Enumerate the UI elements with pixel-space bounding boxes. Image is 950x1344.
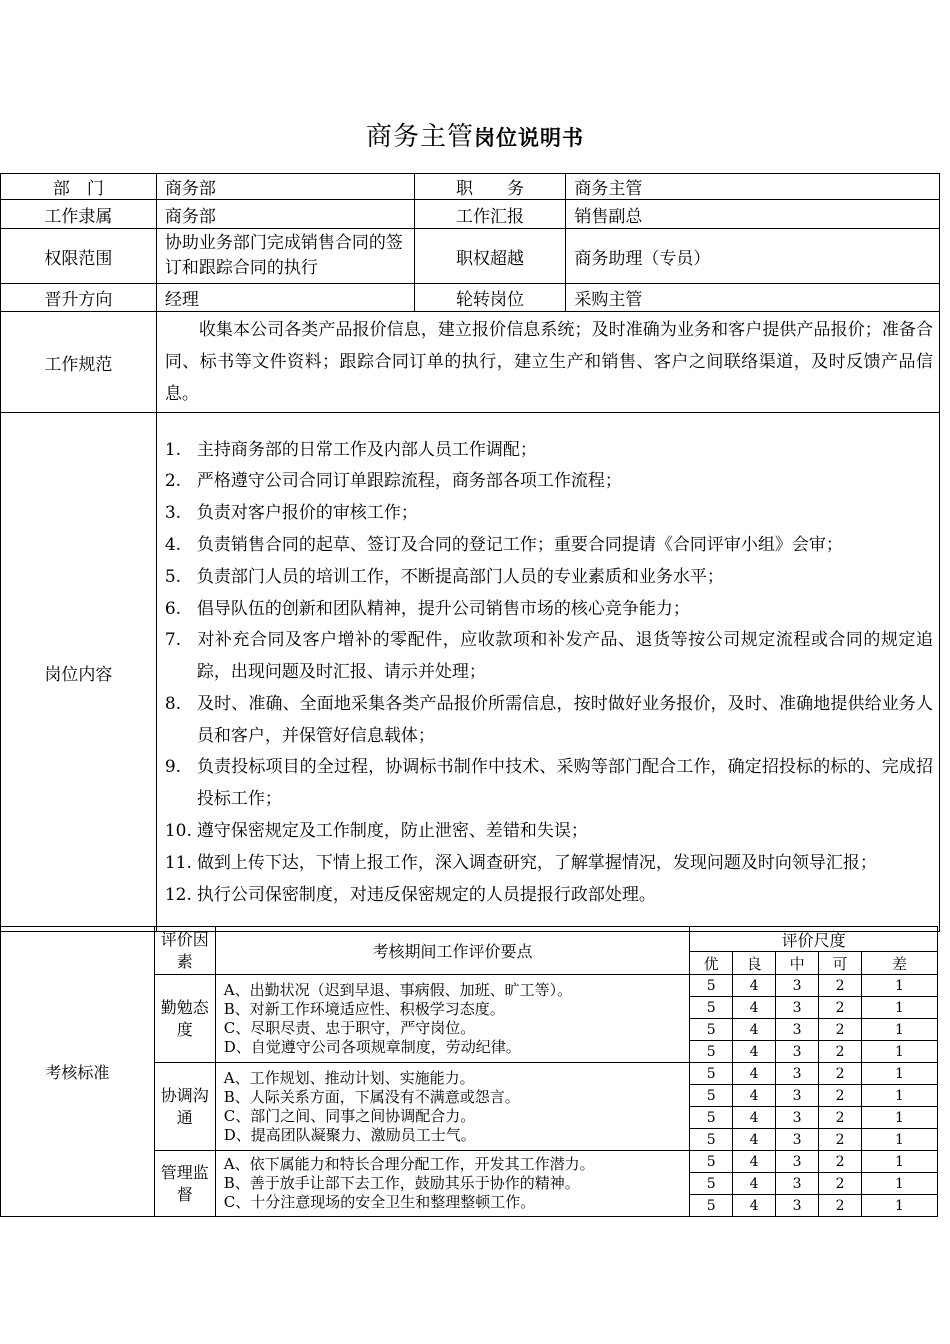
info-value: 采购主管	[566, 284, 940, 312]
duties-cell	[156, 413, 939, 932]
duty-number: 8.	[164, 693, 182, 714]
info-value: 商务部	[156, 200, 414, 229]
duty-item	[165, 466, 933, 498]
score-cell: 1	[862, 1085, 938, 1107]
score-cell: 2	[819, 1151, 862, 1173]
score-cell: 4	[733, 1019, 776, 1041]
score-cell: 4	[733, 997, 776, 1019]
eval-point: C、部门之间、同事之间协调配合力。	[223, 1106, 476, 1125]
score-cell: 3	[776, 1019, 819, 1041]
info-label: 权限范围	[1, 229, 157, 284]
eval-point: C、尽职尽责、忠于职守，严守岗位。	[223, 1018, 476, 1037]
score-cell: 4	[733, 1085, 776, 1107]
duty-item	[165, 816, 933, 848]
eval-points	[215, 1151, 689, 1217]
score-cell: 2	[819, 1063, 862, 1085]
duty-item	[165, 880, 933, 912]
score-cell: 5	[690, 1041, 733, 1063]
duty-number: 3.	[164, 503, 182, 524]
score-cell: 5	[690, 1085, 733, 1107]
score-cell: 5	[690, 975, 733, 997]
info-label: 工作汇报	[414, 200, 566, 229]
duty-text: 负责投标项目的全过程，协调标书制作中技术、采购等部门配合工作，确定招投标的标的、完成招投标工作；	[196, 757, 933, 810]
info-value: 商务主管	[566, 174, 940, 200]
score-cell: 5	[690, 1019, 733, 1041]
score-cell: 5	[690, 1173, 733, 1195]
eval-point: A、工作规划、推动计划、实施能力。	[223, 1068, 475, 1087]
score-cell: 3	[776, 1063, 819, 1085]
info-label: 工作隶属	[1, 200, 157, 229]
score-cell: 4	[733, 1129, 776, 1151]
duty-item	[165, 625, 933, 689]
eval-factor: 协调沟通	[154, 1063, 215, 1151]
score-cell: 4	[733, 1063, 776, 1085]
eval-point: A、依下属能力和特长合理分配工作，开发其工作潜力。	[223, 1155, 595, 1173]
duty-item	[165, 435, 933, 467]
duty-item	[165, 689, 933, 753]
eval-points	[215, 1063, 689, 1151]
duty-number: 12.	[164, 884, 192, 905]
score-cell: 2	[819, 1129, 862, 1151]
info-value: 经理	[156, 284, 414, 312]
points-header: 考核期间工作评价要点	[215, 927, 689, 975]
grade-header: 优	[690, 952, 733, 975]
duty-item	[165, 752, 933, 816]
duty-item	[165, 562, 933, 594]
score-cell: 4	[733, 1195, 776, 1217]
score-cell: 3	[776, 1195, 819, 1217]
title-main: 商务主管	[365, 122, 474, 152]
score-cell: 1	[862, 1019, 938, 1041]
grade-header: 差	[862, 952, 938, 975]
eval-point: D、提高团队凝聚力、激励员工士气。	[223, 1125, 476, 1144]
score-cell: 2	[819, 1107, 862, 1129]
score-cell: 5	[690, 1151, 733, 1173]
info-row	[1, 200, 940, 229]
score-cell: 3	[776, 975, 819, 997]
eval-point: D、自觉遵守公司各项规章制度，劳动纪律。	[223, 1037, 521, 1056]
info-label: 职权超越	[414, 229, 566, 284]
duties-label: 岗位内容	[1, 413, 157, 932]
duties-list	[157, 429, 939, 916]
info-label: 轮转岗位	[414, 284, 566, 312]
info-row	[1, 174, 940, 200]
duty-number: 7.	[164, 630, 182, 651]
score-cell: 3	[776, 1173, 819, 1195]
eval-point: C、十分注意现场的安全卫生和整理整顿工作。	[223, 1193, 536, 1211]
work-norm-row	[1, 312, 940, 413]
factor-header: 评价因素	[154, 927, 215, 975]
grade-header: 可	[819, 952, 862, 975]
duty-number: 2.	[164, 471, 182, 492]
duty-item	[165, 530, 933, 562]
page-title	[0, 116, 950, 153]
duty-item	[165, 848, 933, 880]
score-cell: 3	[776, 1151, 819, 1173]
duty-text: 遵守保密规定及工作制度，防止泄密、差错和失误；	[196, 821, 588, 842]
duty-text: 负责销售合同的起草、签订及合同的登记工作；重要合同提请《合同评审小组》会审；	[196, 534, 843, 555]
grade-header: 良	[733, 952, 776, 975]
duty-number: 6.	[164, 598, 182, 619]
score-cell: 4	[733, 1041, 776, 1063]
scale-header: 评价尺度	[690, 927, 938, 952]
duty-text: 做到上传下达，下情上报工作，深入调查研究，了解掌握情况，发现问题及时向领导汇报；	[196, 852, 877, 873]
eval-factor: 勤勉态度	[154, 975, 215, 1063]
duty-item	[165, 498, 933, 530]
duty-number: 9.	[164, 757, 182, 778]
info-value: 商务助理（专员）	[566, 229, 940, 284]
duty-number: 5.	[164, 566, 182, 587]
score-cell: 5	[690, 1107, 733, 1129]
eval-label: 考核标准	[1, 927, 155, 1217]
score-cell: 2	[819, 1085, 862, 1107]
score-cell: 4	[733, 1107, 776, 1129]
info-value: 协助业务部门完成销售合同的签订和跟踪合同的执行	[156, 229, 414, 284]
eval-point: A、出勤状况（迟到早退、事病假、加班、旷工等）。	[223, 980, 573, 999]
eval-header-row	[1, 927, 938, 952]
grade-header: 中	[776, 952, 819, 975]
eval-point: B、人际关系方面，下属没有不满意或怨言。	[223, 1087, 520, 1106]
duty-text: 倡导队伍的创新和团队精神，提升公司销售市场的核心竞争能力；	[196, 598, 690, 619]
duty-number: 10.	[164, 821, 192, 842]
score-cell: 3	[776, 1085, 819, 1107]
score-cell: 4	[733, 975, 776, 997]
score-cell: 3	[776, 1041, 819, 1063]
info-label: 晋升方向	[1, 284, 157, 312]
score-cell: 1	[862, 975, 938, 997]
score-cell: 1	[862, 1129, 938, 1151]
score-cell: 4	[733, 1151, 776, 1173]
info-label: 职 务	[414, 174, 566, 200]
info-label: 部 门	[1, 174, 157, 200]
score-cell: 5	[690, 997, 733, 1019]
score-cell: 1	[862, 1063, 938, 1085]
eval-factor: 管理监督	[154, 1151, 215, 1217]
score-cell: 1	[862, 1151, 938, 1173]
info-row	[1, 284, 940, 312]
score-cell: 2	[819, 1173, 862, 1195]
score-cell: 1	[862, 997, 938, 1019]
info-table	[0, 173, 940, 932]
duty-text: 对补充合同及客户增补的零配件，应收款项和补发产品、退货等按公司规定流程或合同的规定追踪，出现问题及时汇报、请示并处理；	[196, 630, 933, 683]
score-cell: 4	[733, 1173, 776, 1195]
duty-text: 严格遵守公司合同订单跟踪流程，商务部各项工作流程；	[196, 471, 622, 492]
duty-number: 1.	[164, 439, 182, 460]
score-cell: 2	[819, 1195, 862, 1217]
duty-number: 11.	[164, 852, 192, 873]
score-cell: 3	[776, 1129, 819, 1151]
duty-text: 负责对客户报价的审核工作；	[196, 503, 418, 524]
info-value: 销售副总	[566, 200, 940, 229]
score-cell: 2	[819, 1041, 862, 1063]
score-cell: 5	[690, 1063, 733, 1085]
score-cell: 2	[819, 1019, 862, 1041]
eval-point: B、对新工作环境适应性、积极学习态度。	[223, 999, 505, 1018]
duty-text: 执行公司保密制度，对违反保密规定的人员提报行政部处理。	[196, 884, 656, 905]
score-cell: 3	[776, 1107, 819, 1129]
duty-text: 及时、准确、全面地采集各类产品报价所需信息，按时做好业务报价，及时、准确地提供给业务人员和客户，并保管好信息载体；	[196, 693, 933, 746]
score-cell: 3	[776, 997, 819, 1019]
score-cell: 5	[690, 1195, 733, 1217]
duty-text: 主持商务部的日常工作及内部人员工作调配；	[196, 439, 537, 460]
info-value: 商务部	[156, 174, 414, 200]
score-cell: 1	[862, 1041, 938, 1063]
duty-item	[165, 594, 933, 626]
duty-text: 负责部门人员的培训工作，不断提高部门人员的专业素质和业务水平；	[196, 566, 724, 587]
eval-points	[215, 975, 689, 1063]
score-cell: 2	[819, 997, 862, 1019]
score-cell: 1	[862, 1195, 938, 1217]
title-suffix: 岗位说明书	[474, 126, 584, 150]
duty-number: 4.	[164, 534, 182, 555]
info-row	[1, 229, 940, 284]
score-cell: 1	[862, 1173, 938, 1195]
score-cell: 5	[690, 1129, 733, 1151]
score-cell: 1	[862, 1107, 938, 1129]
score-cell: 2	[819, 975, 862, 997]
work-norm-label: 工作规范	[1, 312, 157, 413]
eval-table	[0, 926, 938, 1217]
work-norm-text: 收集本公司各类产品报价信息，建立报价信息系统；及时准确为业务和客户提供产品报价；准备合同、标书等文件资料；跟踪合同订单的执行，建立生产和销售、客户之间联络渠道，及时反馈产品信息。	[156, 312, 939, 413]
duties-row	[1, 413, 940, 932]
eval-point: B、善于放手让部下去工作，鼓励其乐于协作的精神。	[223, 1174, 580, 1192]
